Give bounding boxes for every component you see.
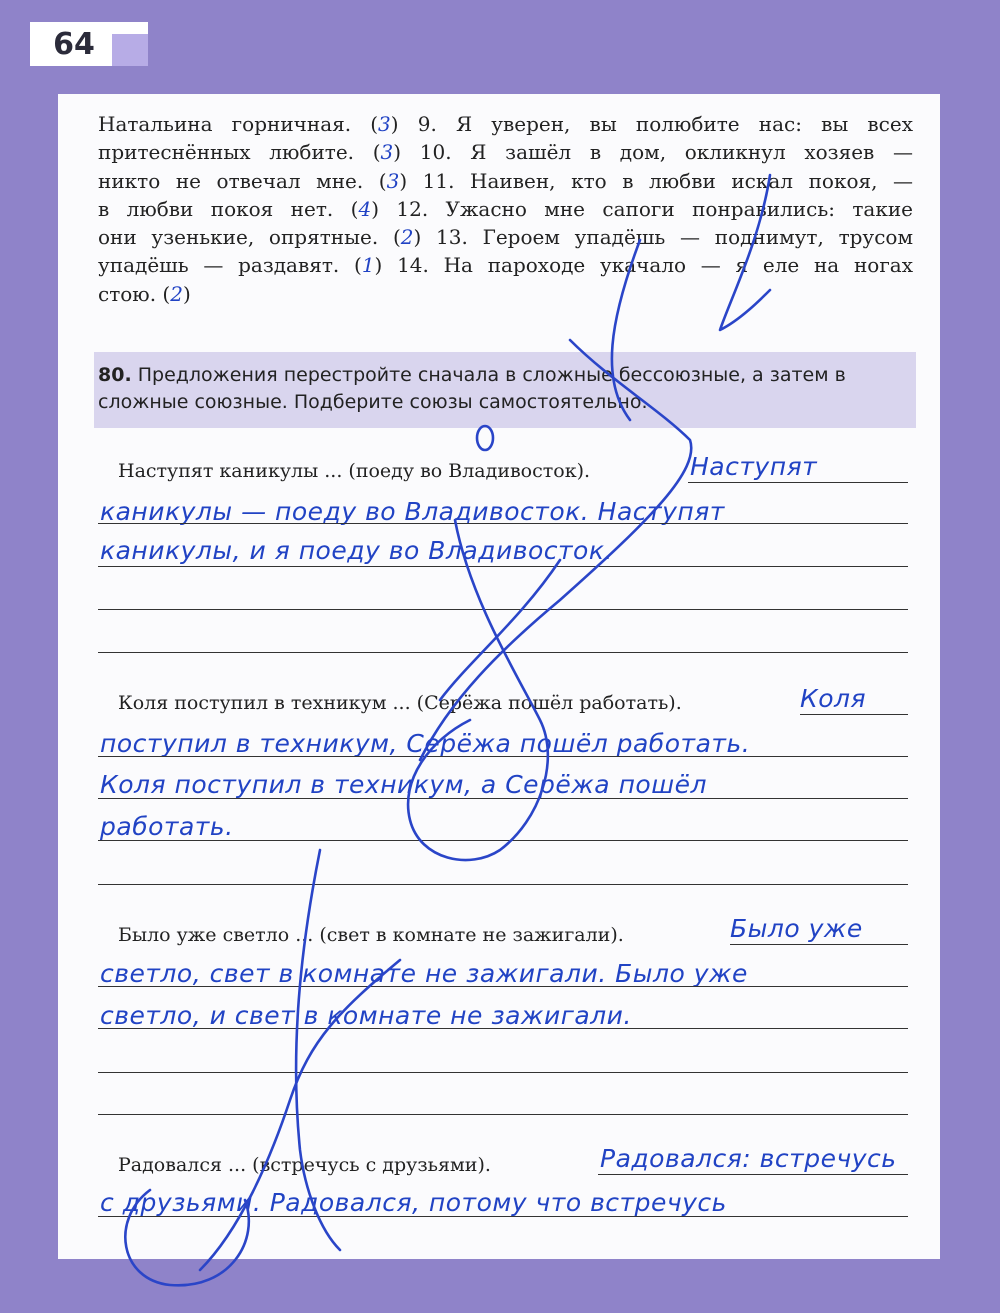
- text-segment: никто не отвечал мне. (: [98, 168, 387, 193]
- exercise-79-text: [98, 110, 913, 308]
- answer-1-line-3: каникулы, и я поеду во Владивосток.: [100, 536, 613, 565]
- writing-line: [98, 798, 908, 799]
- answer-2-line-2: поступил в техникум, Серёжа пошёл работать.: [100, 729, 751, 758]
- writing-line: [98, 1114, 908, 1115]
- writing-line: [98, 986, 908, 987]
- writing-line: [800, 714, 908, 715]
- writing-line: [98, 566, 908, 567]
- text-segment: в любви покоя нет. (: [98, 196, 359, 221]
- text-segment: притеснённых любите. (: [98, 140, 381, 165]
- text-line: [98, 110, 913, 138]
- handwritten-mark: 2: [170, 281, 183, 306]
- page-number: 64: [36, 24, 112, 66]
- text-segment: стою. (: [98, 281, 171, 306]
- prompt-4: Радовался ... (встречусь с друзьями).: [118, 1154, 491, 1176]
- text-segment: ) 12. Ужасно мне сапоги понравились: такие: [371, 196, 913, 221]
- text-segment: ) 13. Героем упадёшь — поднимут, трусом: [413, 225, 913, 250]
- prompt-2: Коля поступил в техникум ... (Серёжа пошёл работать).: [118, 692, 682, 714]
- handwritten-mark: 4: [358, 196, 372, 221]
- writing-line: [98, 652, 908, 653]
- answer-1-line-2: каникулы — поеду во Владивосток. Наступят: [100, 497, 725, 526]
- writing-line: [688, 482, 908, 483]
- writing-line: [98, 609, 908, 610]
- text-line: [98, 167, 913, 195]
- prompt-3: Было уже светло ... (свет в комнате не зажигали).: [118, 924, 624, 946]
- writing-line: [730, 944, 908, 945]
- text-line: [98, 280, 913, 308]
- answer-2-line-4: работать.: [100, 812, 234, 841]
- answer-3-line-2: светло, свет в комнате не зажигали. Было уже: [100, 959, 748, 988]
- text-segment: ): [182, 281, 191, 306]
- text-segment: ) 11. Наивен, кто в любви искал покоя, —: [399, 168, 914, 193]
- text-segment: ) 9. Я уверен, вы полюбите нас: вы всех: [390, 112, 913, 136]
- writing-line: [98, 1028, 908, 1029]
- text-line: [98, 223, 913, 251]
- answer-3-line-1: Было уже: [730, 914, 863, 943]
- writing-line: [98, 1216, 908, 1217]
- text-segment: упадёшь — раздавят. (: [98, 253, 362, 278]
- task-text: Предложения перестройте сначала в сложные бессоюзные, а затем в сложные союзные. Подберите союзы самостоятельно.: [98, 364, 846, 413]
- answer-3-line-3: светло, и свет в комнате не зажигали.: [100, 1001, 632, 1030]
- text-line: [98, 251, 913, 279]
- writing-line: [98, 756, 908, 757]
- writing-line: [98, 840, 908, 841]
- writing-line: [598, 1174, 908, 1175]
- text-segment: они узенькие, опрятные. (: [98, 225, 401, 250]
- writing-line: [98, 884, 908, 885]
- handwritten-mark: 2: [400, 225, 414, 250]
- page-number-stripe: [112, 34, 148, 66]
- handwritten-mark: 1: [361, 253, 375, 278]
- task-number: 80.: [98, 364, 132, 386]
- text-line: [98, 195, 913, 223]
- answer-4-line-2: с друзьями. Радовался, потому что встречусь: [100, 1188, 727, 1217]
- handwritten-mark: 3: [380, 140, 394, 165]
- answer-4-line-1: Радовался: встречусь: [600, 1144, 897, 1173]
- answer-1-line-1: Наступят: [690, 452, 818, 481]
- text-line: [98, 138, 913, 166]
- writing-line: [98, 523, 908, 524]
- handwritten-mark: 3: [378, 112, 391, 136]
- answer-2-line-1: Коля: [800, 684, 867, 713]
- handwritten-mark: 3: [386, 168, 400, 193]
- text-segment: ) 14. На пароходе укачало — я еле на ногах: [374, 253, 913, 278]
- task-80-instruction: [98, 362, 913, 416]
- answer-2-line-3: Коля поступил в техникум, а Серёжа пошёл: [100, 770, 707, 799]
- prompt-1: Наступят каникулы ... (поеду во Владивосток).: [118, 460, 591, 482]
- text-segment: ) 10. Я зашёл в дом, окликнул хозяев —: [393, 140, 913, 165]
- text-segment: Натальина горничная. (: [98, 112, 379, 136]
- writing-line: [98, 1072, 908, 1073]
